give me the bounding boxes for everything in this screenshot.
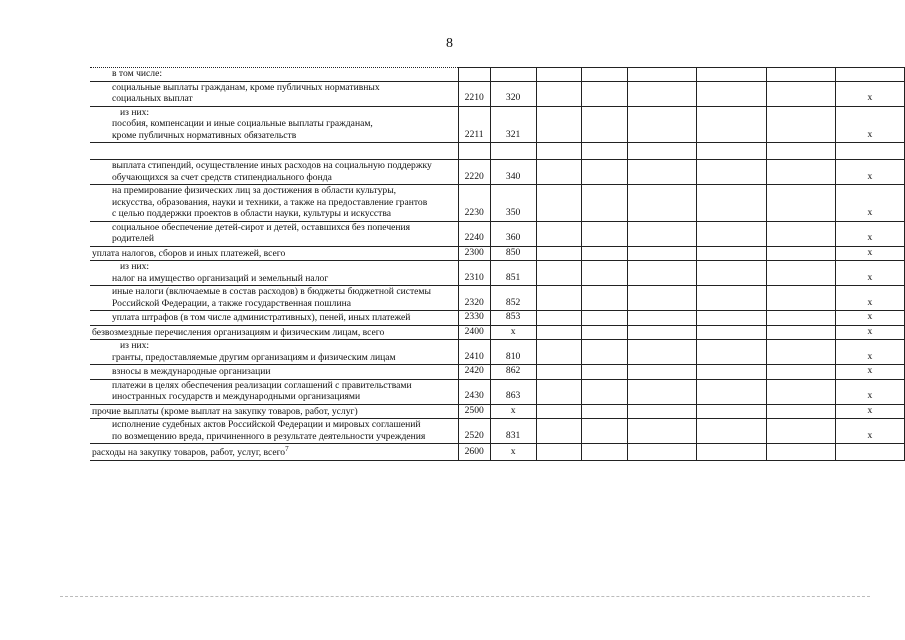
value-cell	[628, 81, 697, 106]
row-code: 2430	[458, 379, 490, 404]
row-code: 2330	[458, 311, 490, 326]
value-cell	[766, 444, 835, 461]
value-cell	[697, 246, 766, 261]
row-description	[90, 311, 458, 326]
value-cell	[582, 419, 628, 444]
row-kosgu-code: 863	[490, 379, 536, 404]
row-kosgu-code: 340	[490, 160, 536, 185]
value-cell	[582, 185, 628, 222]
description-line: расходы на закупку товаров, работ, услуг, всего	[92, 447, 286, 459]
description-line: платежи в целях обеспечения реализации соглашений с правительствами	[112, 379, 412, 391]
value-cell	[628, 340, 697, 365]
row-last-column-mark: х	[835, 106, 904, 143]
table-row	[90, 444, 905, 461]
value-cell	[536, 311, 582, 326]
row-last-column-mark	[835, 68, 904, 82]
value-cell	[582, 340, 628, 365]
row-code: 2210	[458, 81, 490, 106]
value-cell	[582, 246, 628, 261]
row-description	[90, 404, 458, 419]
row-kosgu-code: х	[490, 404, 536, 419]
description-line: из них:	[120, 106, 150, 118]
row-last-column-mark: х	[835, 261, 904, 286]
description-line: из них:	[120, 340, 150, 351]
table-row	[90, 185, 905, 222]
value-cell	[536, 419, 582, 444]
value-cell	[766, 379, 835, 404]
value-cell	[628, 221, 697, 246]
table-row	[90, 365, 905, 380]
value-cell	[697, 379, 766, 404]
row-kosgu-code: 360	[490, 221, 536, 246]
value-cell	[766, 221, 835, 246]
value-cell	[766, 340, 835, 365]
row-last-column-mark: х	[835, 379, 904, 404]
value-cell	[582, 325, 628, 340]
row-description	[90, 261, 458, 286]
row-kosgu-code: х	[490, 325, 536, 340]
description-line: безвозмездные перечисления организациям и физическим лицам, всего	[92, 326, 385, 338]
value-cell	[697, 404, 766, 419]
table-row	[90, 160, 905, 185]
value-cell	[536, 143, 582, 160]
value-cell	[697, 160, 766, 185]
value-cell	[766, 106, 835, 143]
value-cell	[582, 68, 628, 82]
description-line: взносы в международные организации	[112, 366, 271, 377]
row-description	[90, 143, 458, 160]
description-line: пособия, компенсации и иные социальные выплаты гражданам,	[112, 118, 373, 129]
value-cell	[536, 106, 582, 143]
value-cell	[628, 106, 697, 143]
description-line: на премирование физических лиц за достижения в области культуры,	[112, 185, 397, 196]
value-cell	[628, 365, 697, 380]
row-last-column-mark: х	[835, 221, 904, 246]
value-cell	[628, 261, 697, 286]
description-line: кроме публичных нормативных обязательств	[112, 129, 297, 141]
row-kosgu-code: 851	[490, 261, 536, 286]
description-line: по возмещению вреда, причиненного в результате деятельности учреждения	[112, 430, 426, 442]
description-line: иные налоги (включаемые в состав расходов) в бюджеты бюджетной системы	[112, 286, 431, 297]
value-cell	[536, 444, 582, 461]
row-last-column-mark: х	[835, 286, 904, 311]
row-description	[90, 325, 458, 340]
page-number: 8	[446, 36, 453, 51]
value-cell	[697, 221, 766, 246]
value-cell	[766, 160, 835, 185]
value-cell	[628, 246, 697, 261]
row-kosgu-code: 862	[490, 365, 536, 380]
row-kosgu-code: 810	[490, 340, 536, 365]
value-cell	[582, 286, 628, 311]
table-row	[90, 311, 905, 326]
row-code: 2600	[458, 444, 490, 461]
value-cell	[697, 311, 766, 326]
value-cell	[582, 379, 628, 404]
row-last-column-mark: х	[835, 185, 904, 222]
value-cell	[628, 143, 697, 160]
value-cell	[628, 444, 697, 461]
description-line: родителей	[112, 233, 154, 244]
value-cell	[766, 185, 835, 222]
value-cell	[766, 419, 835, 444]
description-line: уплата штрафов (в том числе административных), пеней, иных платежей	[112, 312, 411, 323]
row-kosgu-code: х	[490, 444, 536, 461]
value-cell	[582, 404, 628, 419]
row-description	[90, 221, 458, 246]
description-line: социальное обеспечение детей-сирот и детей, оставшихся без попечения	[112, 221, 411, 233]
row-code: 2320	[458, 286, 490, 311]
value-cell	[766, 325, 835, 340]
row-code: 2500	[458, 404, 490, 419]
value-cell	[766, 311, 835, 326]
value-cell	[536, 325, 582, 340]
value-cell	[536, 81, 582, 106]
value-cell	[536, 404, 582, 419]
description-line: в том числе:	[112, 68, 163, 79]
row-description	[90, 340, 458, 365]
row-kosgu-code: 852	[490, 286, 536, 311]
row-last-column-mark: х	[835, 81, 904, 106]
table-row	[90, 106, 905, 143]
value-cell	[766, 246, 835, 261]
value-cell	[582, 143, 628, 160]
row-kosgu-code: 320	[490, 81, 536, 106]
row-kosgu-code: 831	[490, 419, 536, 444]
value-cell	[536, 68, 582, 82]
row-code: 2220	[458, 160, 490, 185]
description-line: исполнение судебных актов Российской Федерации и мировых соглашений	[112, 419, 421, 430]
row-kosgu-code: 850	[490, 246, 536, 261]
value-cell	[536, 221, 582, 246]
value-cell	[628, 404, 697, 419]
row-description	[90, 81, 458, 106]
row-code: 2300	[458, 246, 490, 261]
row-last-column-mark: х	[835, 340, 904, 365]
description-line: гранты, предоставляемые другим организациям и физическим лицам	[112, 351, 396, 363]
row-last-column-mark: х	[835, 325, 904, 340]
row-last-column-mark: х	[835, 311, 904, 326]
value-cell	[697, 444, 766, 461]
value-cell	[697, 81, 766, 106]
row-kosgu-code	[490, 143, 536, 160]
row-last-column-mark: х	[835, 404, 904, 419]
row-kosgu-code: 350	[490, 185, 536, 222]
value-cell	[536, 286, 582, 311]
value-cell	[536, 246, 582, 261]
description-line: социальные выплаты гражданам, кроме публичных нормативных	[112, 81, 380, 93]
value-cell	[628, 325, 697, 340]
description-line: с целью поддержки проектов в области науки, культуры и искусства	[112, 208, 392, 219]
row-code	[458, 143, 490, 160]
value-cell	[697, 68, 766, 82]
value-cell	[766, 261, 835, 286]
value-cell	[628, 160, 697, 185]
value-cell	[582, 365, 628, 380]
description-line: иностранных государств и международными организациями	[112, 391, 361, 402]
row-description	[90, 286, 458, 311]
row-code: 2410	[458, 340, 490, 365]
value-cell	[697, 261, 766, 286]
table-row	[90, 221, 905, 246]
value-cell	[697, 106, 766, 143]
table-row	[90, 68, 905, 82]
table-row	[90, 419, 905, 444]
value-cell	[628, 379, 697, 404]
row-last-column-mark: х	[835, 160, 904, 185]
row-code: 2211	[458, 106, 490, 143]
table-row	[90, 404, 905, 419]
row-last-column-mark: х	[835, 419, 904, 444]
value-cell	[697, 340, 766, 365]
row-code: 2240	[458, 221, 490, 246]
row-last-column-mark: х	[835, 365, 904, 380]
value-cell	[628, 68, 697, 82]
row-description	[90, 106, 458, 143]
table-row	[90, 379, 905, 404]
row-kosgu-code: 321	[490, 106, 536, 143]
value-cell	[536, 340, 582, 365]
value-cell	[628, 311, 697, 326]
value-cell	[628, 185, 697, 222]
value-cell	[766, 68, 835, 82]
value-cell	[766, 286, 835, 311]
value-cell	[582, 81, 628, 106]
table-row	[90, 143, 905, 160]
row-description	[90, 68, 458, 82]
page-footer-line	[60, 596, 870, 597]
value-cell	[536, 160, 582, 185]
value-cell	[536, 365, 582, 380]
table-row	[90, 286, 905, 311]
description-line: обучающихся за счет средств стипендиального фонда	[112, 171, 332, 183]
table-row	[90, 246, 905, 261]
row-description	[90, 419, 458, 444]
value-cell	[582, 311, 628, 326]
row-description	[90, 444, 458, 461]
expenses-table	[90, 67, 905, 461]
row-kosgu-code	[490, 68, 536, 82]
value-cell	[536, 185, 582, 222]
row-code: 2310	[458, 261, 490, 286]
description-line: социальных выплат	[112, 93, 193, 104]
row-code: 2520	[458, 419, 490, 444]
table-row	[90, 261, 905, 286]
row-description	[90, 379, 458, 404]
row-code	[458, 68, 490, 82]
value-cell	[697, 143, 766, 160]
row-description	[90, 185, 458, 222]
description-line: из них:	[120, 261, 150, 272]
value-cell	[582, 106, 628, 143]
value-cell	[582, 261, 628, 286]
footnote-marker: 7	[285, 445, 289, 453]
description-line: уплата налогов, сборов и иных платежей, всего	[92, 247, 286, 259]
description-line: Российской Федерации, а также государственная пошлина	[112, 297, 351, 309]
description-line: налог на имущество организаций и земельный налог	[112, 272, 329, 284]
value-cell	[766, 365, 835, 380]
value-cell	[697, 286, 766, 311]
row-last-column-mark: х	[835, 246, 904, 261]
row-code: 2230	[458, 185, 490, 222]
row-code: 2400	[458, 325, 490, 340]
description-line: выплата стипендий, осуществление иных расходов на социальную поддержку	[112, 160, 432, 171]
row-code: 2420	[458, 365, 490, 380]
row-last-column-mark	[835, 444, 904, 461]
table-row	[90, 340, 905, 365]
row-description	[90, 365, 458, 380]
row-description	[90, 160, 458, 185]
value-cell	[697, 325, 766, 340]
row-description	[90, 246, 458, 261]
value-cell	[536, 379, 582, 404]
row-kosgu-code: 853	[490, 311, 536, 326]
description-line: прочие выплаты (кроме выплат на закупку товаров, работ, услуг)	[92, 405, 358, 417]
description-line: искусства, образования, науки и техники, а также на предоставление грантов	[112, 196, 428, 208]
value-cell	[628, 419, 697, 444]
table-row	[90, 81, 905, 106]
value-cell	[582, 221, 628, 246]
value-cell	[766, 404, 835, 419]
value-cell	[766, 81, 835, 106]
value-cell	[766, 143, 835, 160]
value-cell	[582, 160, 628, 185]
table-row	[90, 325, 905, 340]
value-cell	[628, 286, 697, 311]
row-last-column-mark	[835, 143, 904, 160]
value-cell	[536, 261, 582, 286]
value-cell	[697, 419, 766, 444]
value-cell	[697, 185, 766, 222]
value-cell	[582, 444, 628, 461]
value-cell	[697, 365, 766, 380]
